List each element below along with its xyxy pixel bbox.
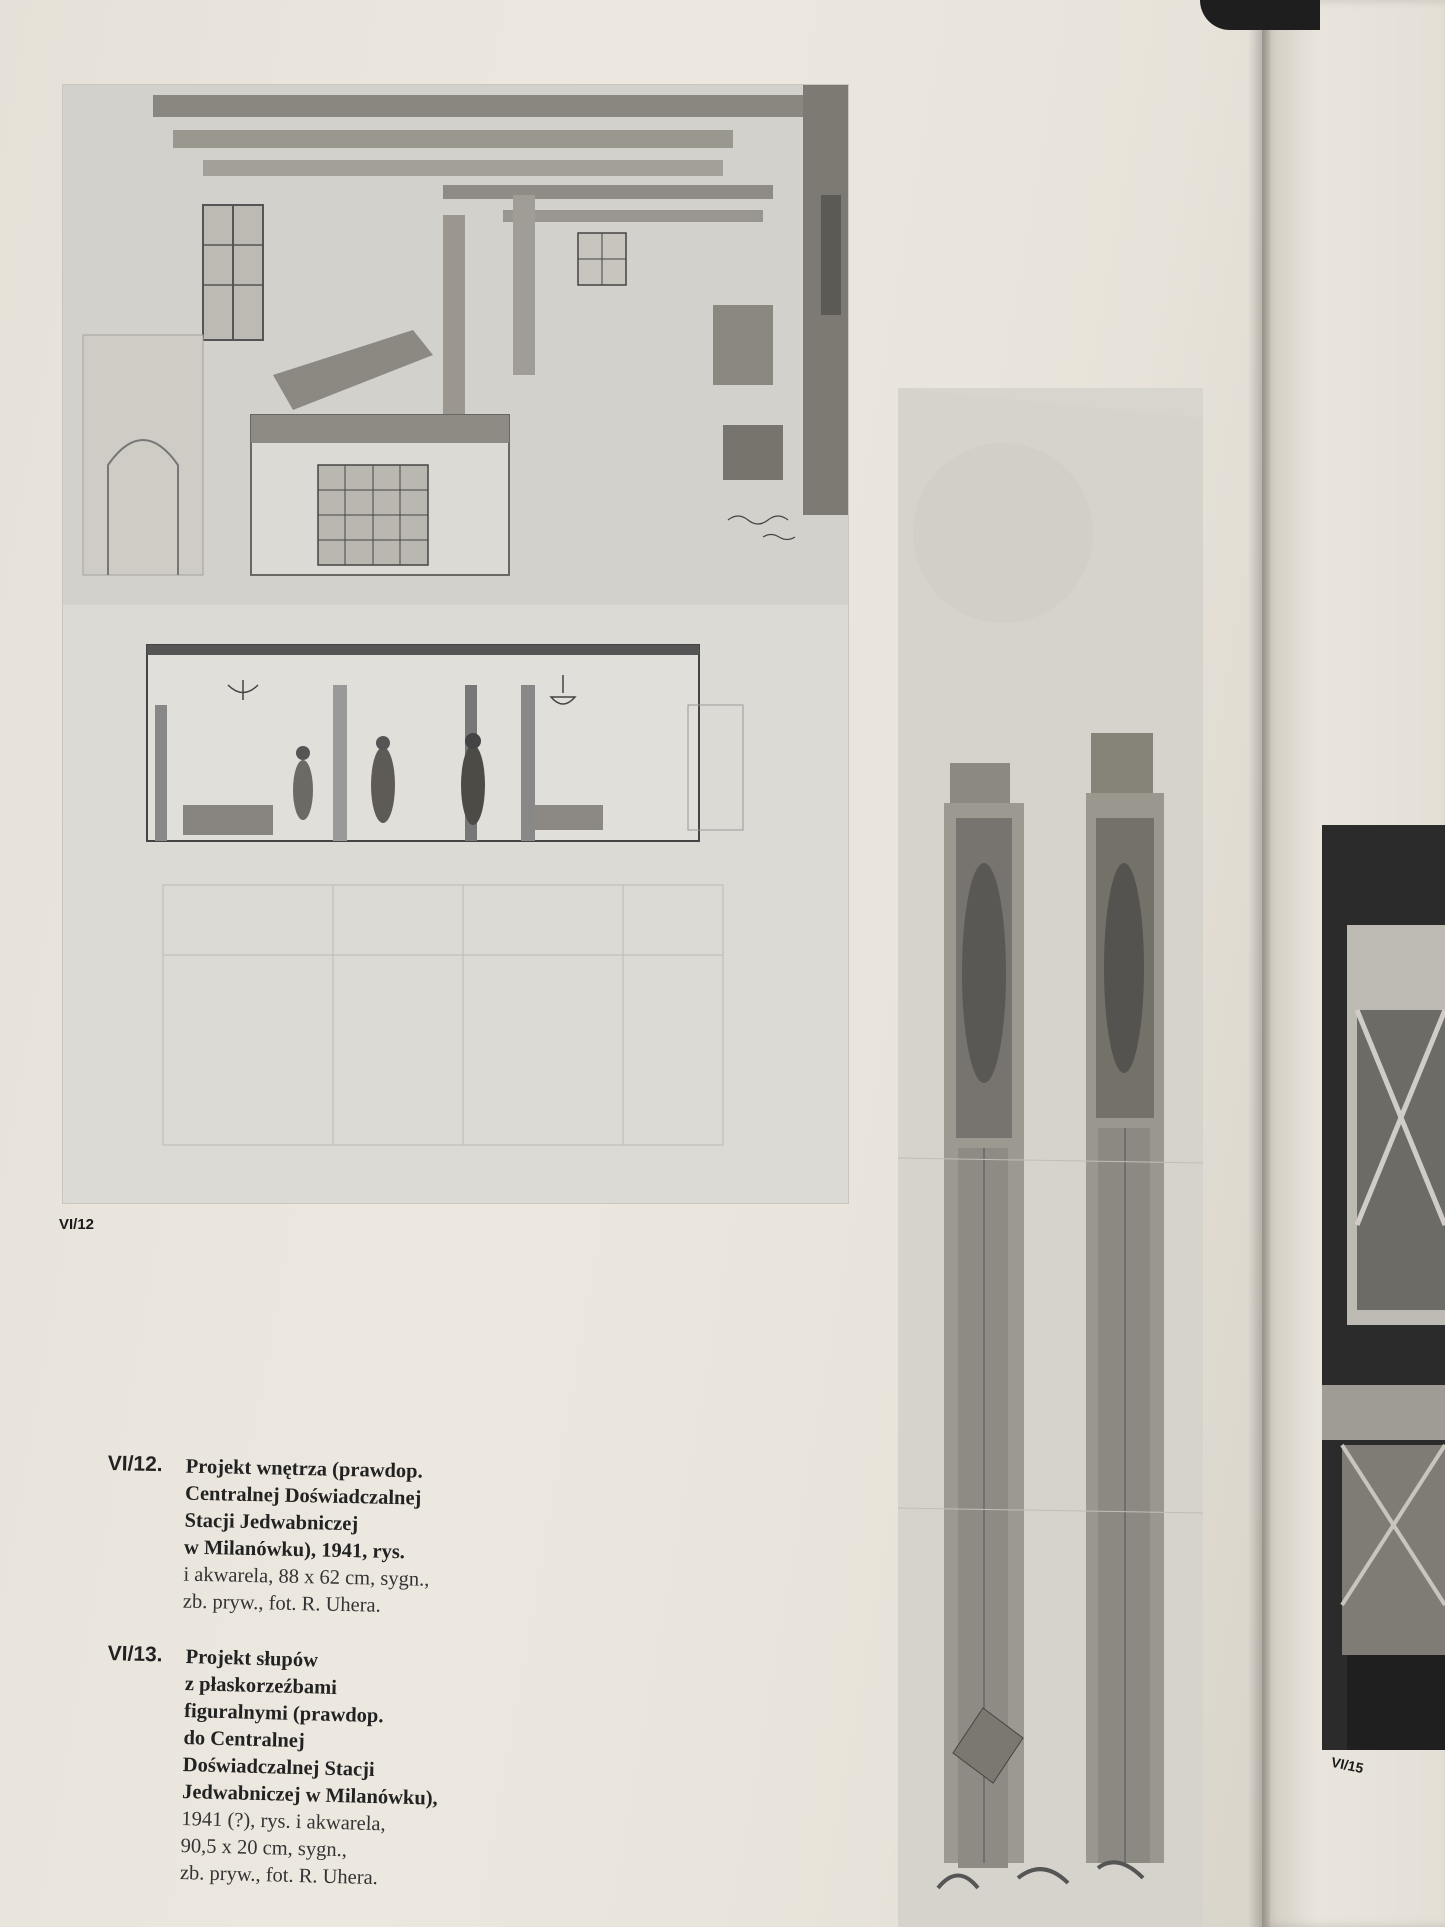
caption-line: Doświadczalnej Stacji [182, 1754, 375, 1782]
interior-sketch [63, 85, 848, 1203]
background-edge [1200, 0, 1320, 30]
caption-line: z płaskorzeźbami [184, 1673, 338, 1700]
window-photo [1322, 825, 1445, 1750]
caption-text [183, 1454, 432, 1621]
caption-line: do Centralnej [183, 1727, 306, 1753]
figure-label-vi-15: VI/15 [1329, 1753, 1366, 1777]
caption-line: w Milanówku), 1941, rys. [183, 1536, 406, 1564]
caption-text [180, 1644, 442, 1894]
caption-line: Centralnej Doświadczalnej [184, 1482, 422, 1510]
caption-line: Projekt słupów [185, 1646, 319, 1672]
caption-line: zb. pryw., fot. R. Uhera. [179, 1861, 379, 1890]
caption-line: Stacji Jedwabniczej [184, 1509, 359, 1536]
caption-line: zb. pryw., fot. R. Uhera. [182, 1590, 382, 1617]
caption-number: VI/12. [107, 1452, 163, 1477]
photo-vi-15 [1322, 825, 1445, 1750]
caption-number: VI/13. [107, 1642, 163, 1667]
caption-line: Jedwabniczej w Milanówku), [181, 1780, 438, 1810]
caption-line: 90,5 x 20 cm, sygn., [180, 1834, 348, 1862]
caption-line: figuralnymi (prawdop. [183, 1700, 384, 1728]
caption-line: Projekt wnętrza (prawdop. [185, 1455, 423, 1483]
book-gutter [1248, 0, 1270, 1927]
columns-sketch [898, 388, 1203, 1927]
caption-line: i akwarela, 88 x 62 cm, sygn., [183, 1563, 430, 1591]
caption-line: 1941 (?), rys. i akwarela, [181, 1807, 386, 1836]
interior-design-drawing [62, 84, 849, 1204]
columns-design-drawing [898, 388, 1203, 1927]
figure-label-vi-12: VI/12 [59, 1216, 95, 1233]
